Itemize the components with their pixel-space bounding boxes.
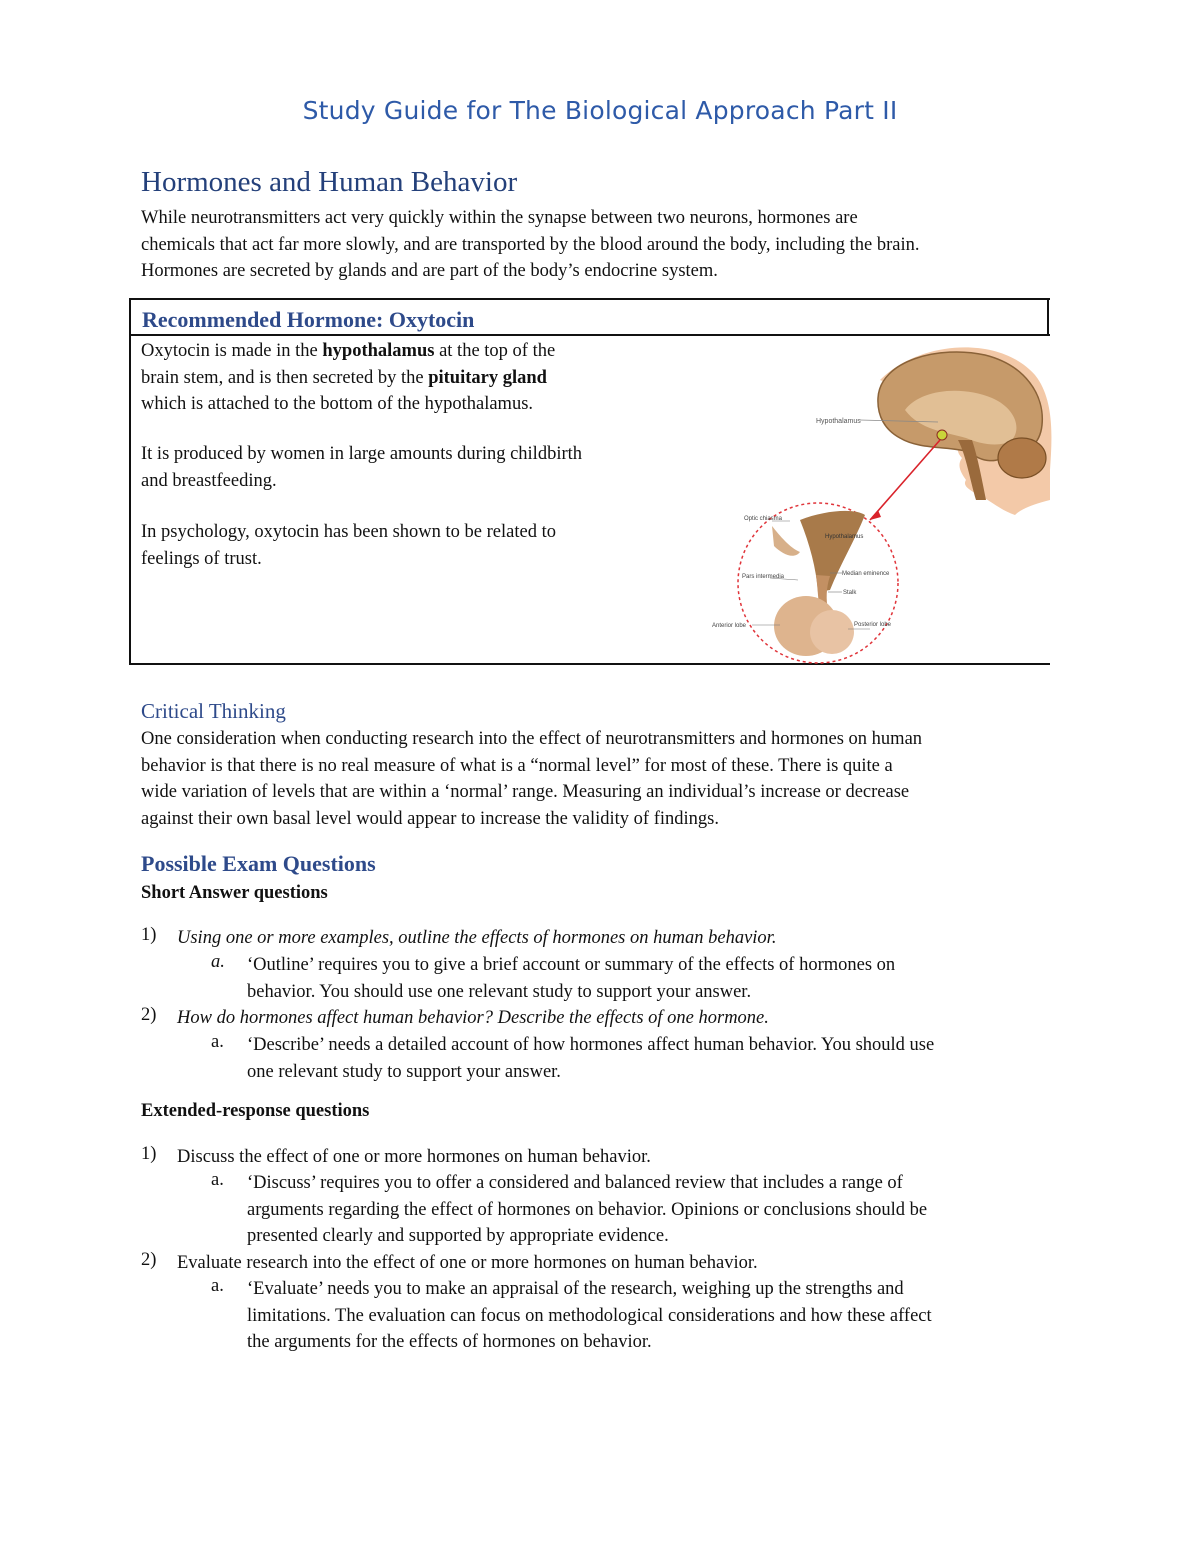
ext-q2-text: Evaluate research into the effect of one or more hormones on human behavior. bbox=[177, 1253, 758, 1273]
intro-line: While neurotransmitters act very quickly within the synapse between two neurons, hormones are bbox=[141, 208, 858, 228]
oxytocin-paragraph-2 bbox=[141, 441, 701, 494]
exam-questions-heading: Possible Exam Questions bbox=[141, 851, 376, 876]
text-run: at the top of the bbox=[434, 341, 556, 361]
label-anterior: Anterior lobe bbox=[712, 623, 747, 629]
critical-line: behavior is that there is no real measure of what is a “normal level” for most of these. There is quite a bbox=[141, 755, 893, 776]
critical-thinking-paragraph bbox=[141, 726, 1061, 832]
oxytocin-paragraph-1 bbox=[141, 338, 701, 418]
label-stalk: Stalk bbox=[843, 590, 857, 596]
posterior-lobe bbox=[810, 610, 854, 654]
text-run: In psychology, oxytocin has been shown to be related to bbox=[141, 522, 556, 542]
box-header-divider bbox=[129, 334, 1050, 336]
critical-thinking-heading: Critical Thinking bbox=[141, 699, 286, 723]
text-run: ‘Outline’ requires you to give a brief account or summary of the effects of hormones on bbox=[247, 955, 896, 975]
short-q1-sub-number: a. bbox=[211, 952, 225, 972]
ext-q1-number: 1) bbox=[141, 1144, 157, 1164]
short-q1-sub-text bbox=[247, 952, 1057, 1005]
document-title: Study Guide for The Biological Approach Part II bbox=[302, 96, 898, 125]
text-run: behavior. You should use one relevant study to support your answer. bbox=[247, 981, 752, 1002]
ext-q2-number: 2) bbox=[141, 1250, 157, 1270]
oxytocin-paragraph-3 bbox=[141, 519, 701, 572]
label-median: Median eminence bbox=[842, 571, 890, 577]
label-optic: Optic chiasma bbox=[744, 516, 783, 522]
text-run: arguments regarding the effect of hormones on behavior. Opinions or conclusions should be bbox=[247, 1199, 928, 1220]
ext-q1-sub-text bbox=[247, 1170, 1057, 1250]
text-run: ‘Discuss’ requires you to offer a considered and balanced review that includes a range of bbox=[247, 1173, 903, 1193]
short-q1-text: Using one or more examples, outline the effects of hormones on human behavior. bbox=[177, 928, 777, 948]
intro-paragraph bbox=[141, 205, 1061, 285]
text-run: one relevant study to support your answer. bbox=[247, 1061, 561, 1082]
text-run: feelings of trust. bbox=[141, 548, 262, 569]
text-run: ‘Describe’ needs a detailed account of how hormones affect human behavior. You should use bbox=[247, 1035, 935, 1055]
short-q2-number: 2) bbox=[141, 1005, 157, 1025]
short-q1-number: 1) bbox=[141, 925, 157, 945]
ext-q1-sub-number: a. bbox=[211, 1170, 224, 1190]
box-header-right-border bbox=[1047, 298, 1049, 336]
keyword-hypothalamus: hypothalamus bbox=[322, 341, 435, 361]
text-run: which is attached to the bottom of the hypothalamus. bbox=[141, 394, 534, 414]
label-hypothalamus-inner: Hypothalamus bbox=[825, 534, 864, 540]
label-hypothalamus-outer: Hypothalamus bbox=[816, 418, 861, 425]
critical-line: against their own basal level would appear to increase the validity of findings. bbox=[141, 808, 719, 829]
text-run: It is produced by women in large amounts during childbirth bbox=[141, 444, 583, 464]
box-heading: Recommended Hormone: Oxytocin bbox=[142, 307, 475, 332]
text-run: and breastfeeding. bbox=[141, 470, 277, 491]
keyword-pituitary-gland: pituitary gland bbox=[428, 367, 547, 388]
text-run: limitations. The evaluation can focus on methodological considerations and how these affect bbox=[247, 1305, 932, 1326]
cerebellum bbox=[998, 438, 1046, 478]
brain-pituitary-figure bbox=[712, 340, 1050, 665]
short-q2-sub-text bbox=[247, 1032, 1057, 1085]
critical-line: One consideration when conducting research into the effect of neurotransmitters and hormones on human bbox=[141, 729, 923, 749]
text-run: brain stem, and is then secreted by the bbox=[141, 367, 429, 388]
short-q2-text: How do hormones affect human behavior? Describe the effects of one hormone. bbox=[177, 1008, 769, 1028]
text-run: the arguments for the effects of hormones on behavior. bbox=[247, 1332, 652, 1352]
arrow-head bbox=[870, 510, 881, 520]
pointer-arrow bbox=[870, 440, 940, 520]
text-run: Oxytocin is made in the bbox=[141, 341, 323, 361]
ext-q1-text: Discuss the effect of one or more hormones on human behavior. bbox=[177, 1147, 651, 1167]
label-pars: Pars intermedia bbox=[742, 574, 785, 580]
ext-q2-sub-number: a. bbox=[211, 1276, 224, 1296]
short-q2-sub-number: a. bbox=[211, 1032, 224, 1052]
short-answer-heading: Short Answer questions bbox=[141, 883, 328, 903]
text-run: ‘Evaluate’ needs you to make an appraisal of the research, weighing up the strengths and bbox=[247, 1279, 904, 1299]
label-posterior: Posterior lobe bbox=[854, 622, 892, 628]
section-heading-hormones: Hormones and Human Behavior bbox=[141, 166, 518, 198]
intro-line: chemicals that act far more slowly, and are transported by the blood around the body, including the brain. bbox=[141, 234, 920, 255]
pituitary-marker bbox=[937, 430, 947, 440]
critical-line: wide variation of levels that are within a ‘normal’ range. Measuring an individual’s increase or decrease bbox=[141, 782, 910, 802]
extended-response-heading: Extended-response questions bbox=[141, 1101, 370, 1121]
ext-q2-sub-text bbox=[247, 1276, 1057, 1356]
intro-line: Hormones are secreted by glands and are part of the body’s endocrine system. bbox=[141, 261, 718, 281]
text-run: presented clearly and supported by appropriate evidence. bbox=[247, 1226, 669, 1246]
